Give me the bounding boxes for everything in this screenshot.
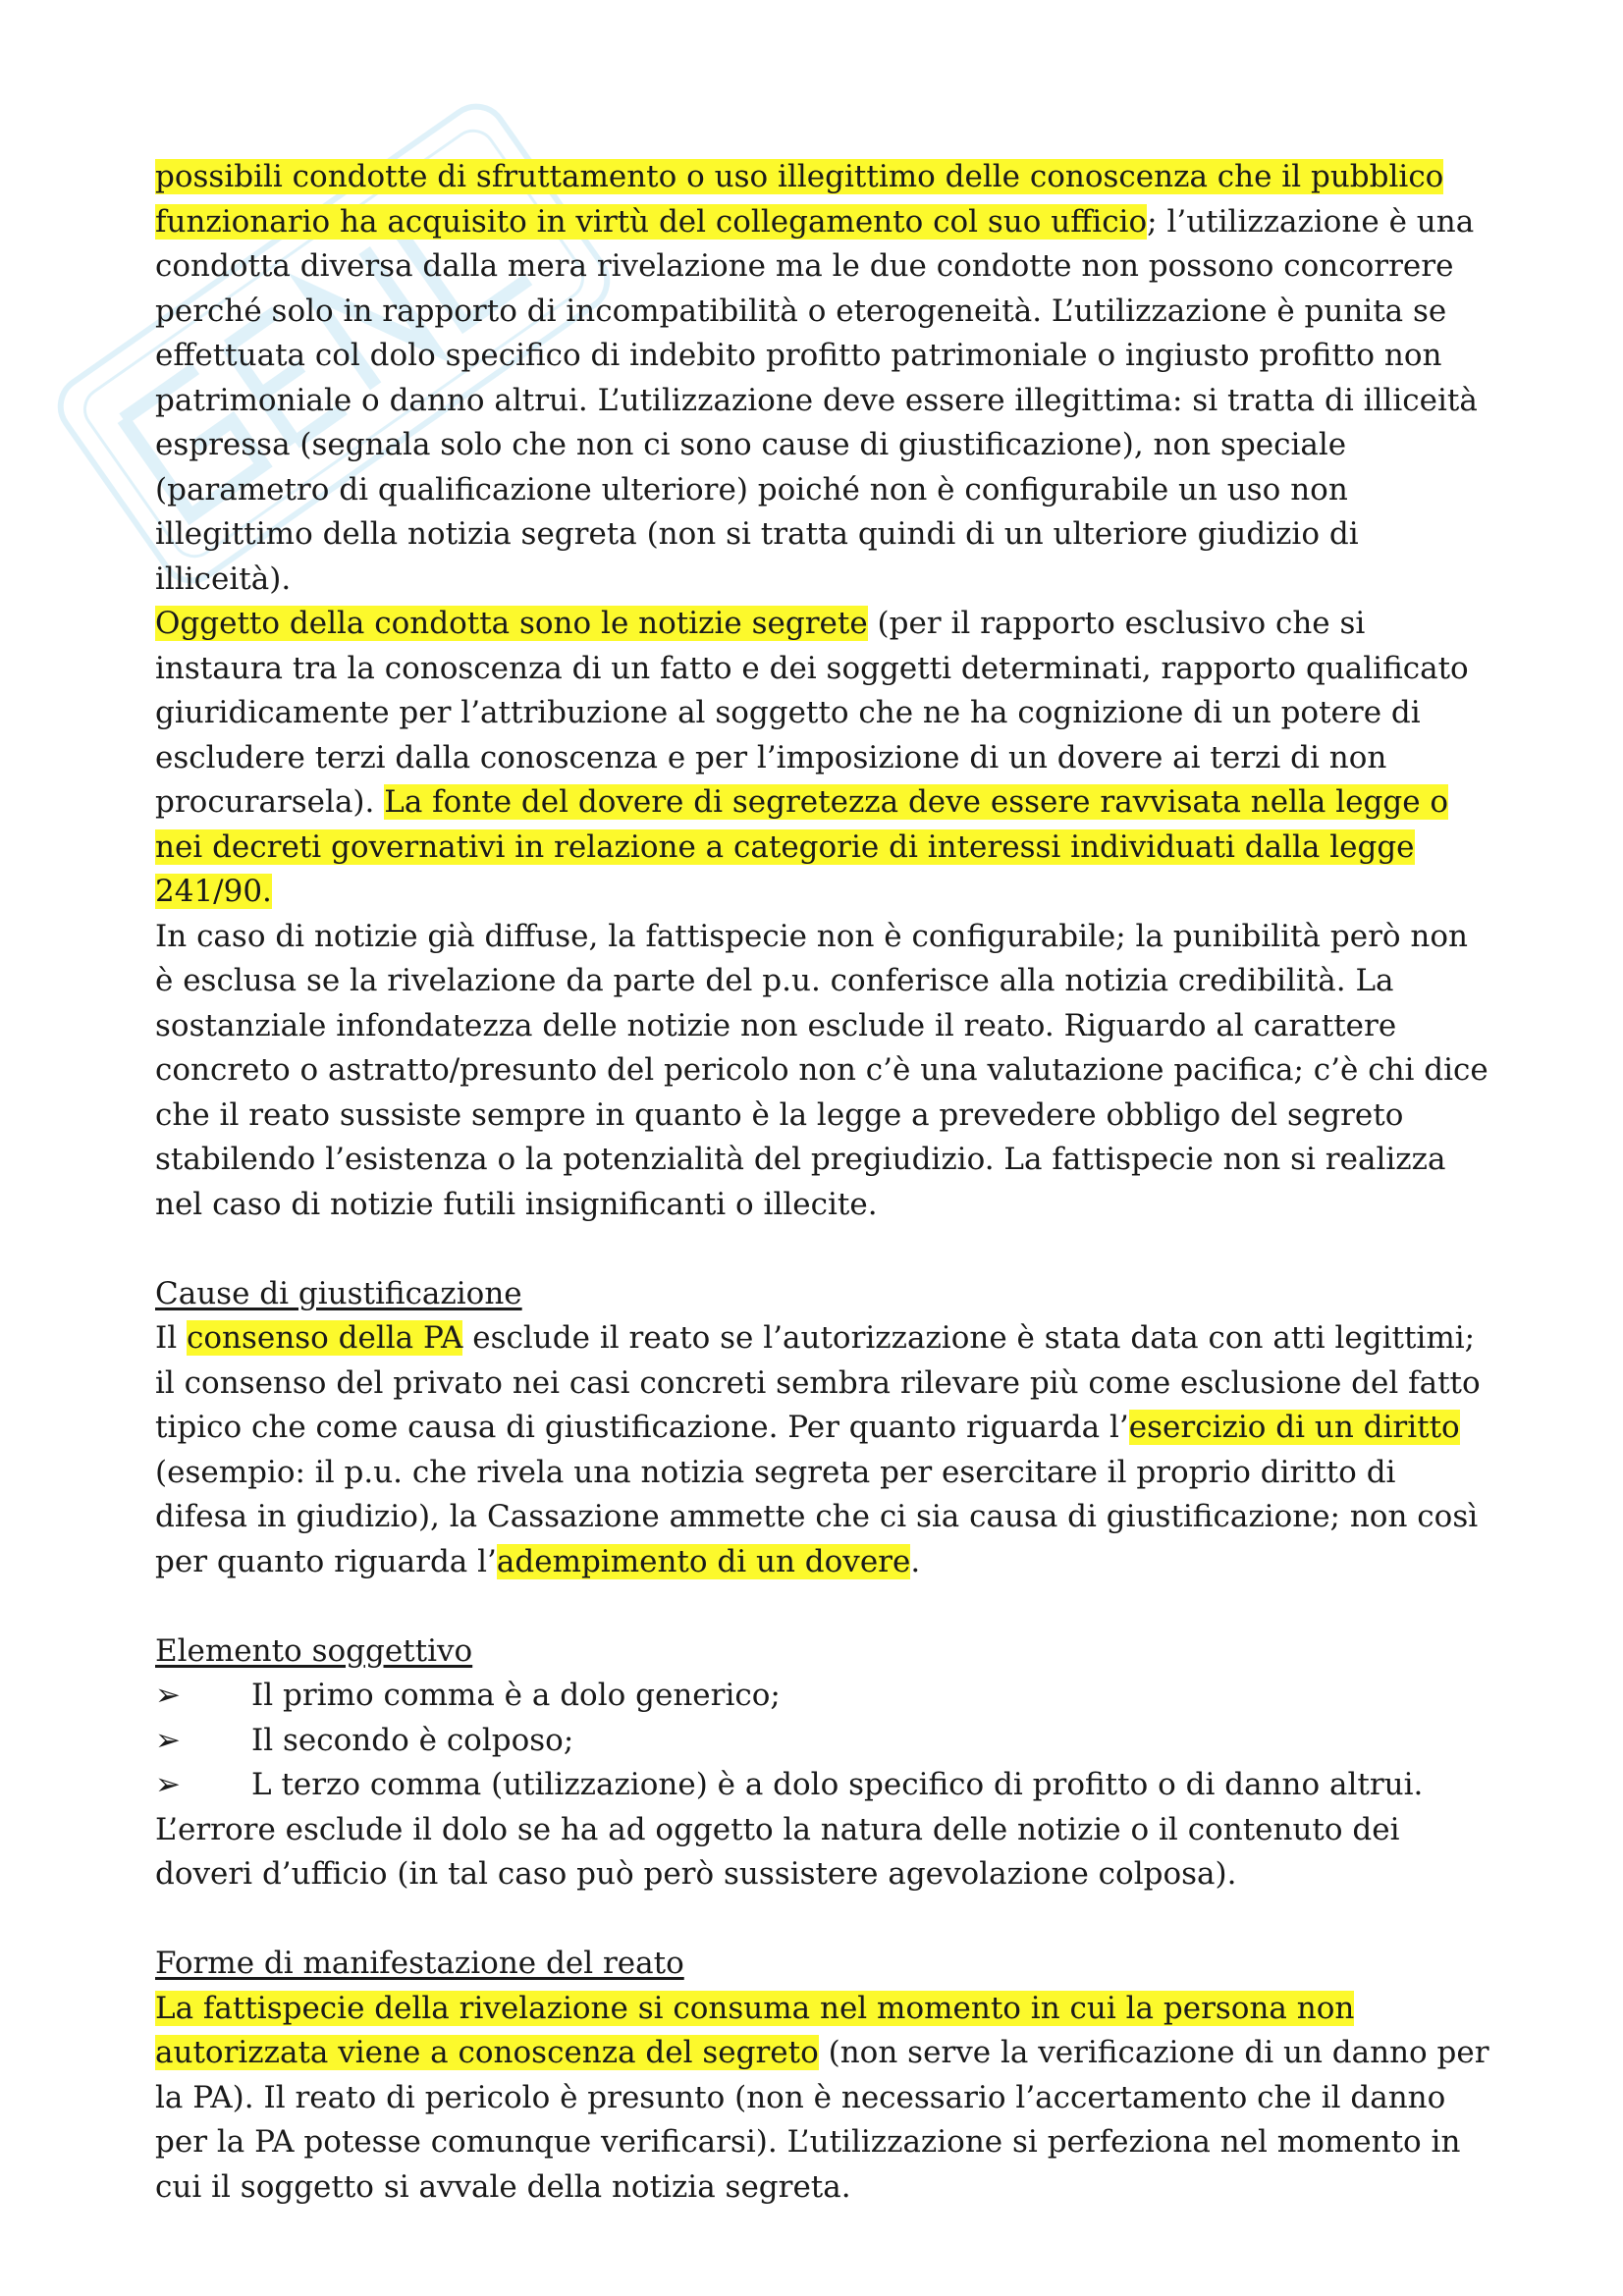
highlighted-text: La fattispecie della rivelazione si consuma nel momento in cui la persona non autorizzata viene a conoscenza del segreto: [155, 1990, 1355, 2070]
section-heading-forme: Forme di manifestazione del reato: [155, 1946, 684, 1981]
section-heading-cause: Cause di giustificazione: [155, 1275, 522, 1311]
list-item: ➢ L terzo comma (utilizzazione) è a dolo specifico di profitto o di danno altrui.: [155, 1763, 1490, 1808]
highlighted-text: adempimento di un dovere: [496, 1543, 911, 1579]
list-item: ➢ Il primo comma è a dolo generico;: [155, 1674, 1490, 1719]
paragraph-cause: Il consenso della PA esclude il reato se l’autorizzazione è stata data con atti legittimi; il consenso del privato nei casi concreti sembra rilevare più come esclusione del fatto tipico che come causa di giustificazione. Per quanto riguarda l’esercizio di un diritto (esempio: il p.u. che rivela una notizia segreta per esercitare il proprio diritto di difesa in giudizio), la Cassazione ammette che ci sia causa di giustificazione; non così per quanto riguarda l’adempimento di un dovere.: [155, 1320, 1481, 1579]
paragraph-utilizzazione: [155, 155, 1490, 602]
paragraph-forme: La fattispecie della rivelazione si consuma nel momento in cui la persona non autorizzata viene a conoscenza del segreto (non serve la verificazione di un danno per la PA). Il reato di pericolo è presunto (non è necessario l’accertamento che il danno per la PA potesse comunque verificarsi). L’utilizzazione si perfeziona nel momento in cui il soggetto si avvale della notizia segreta.: [155, 1990, 1489, 2205]
paragraph-text: ; l’utilizzazione è una condotta diversa dalla mera rivelazione ma le due condotte non possono concorrere perché solo in rapporto di incompatibilità o eterogeneità. L’utilizzazione è punita se effettuata col dolo specifico di indebito profitto patrimoniale o ingiusto profitto non patrimoniale o danno altrui. L’utilizzazione deve essere illegittima: si tratta di illiceità espressa (segnala solo che non ci sono cause di giustificazione), non speciale (parametro di qualificazione ulteriore) poiché non è configurabile un uso non illegittimo della notizia segreta (non si tratta quindi di un ulteriore giudizio di illiceità).: [155, 203, 1478, 597]
paragraph-notizie-diffuse: In caso di notizie già diffuse, la fattispecie non è configurabile; la punibilità però non è esclusa se la rivelazione da parte del p.u. conferisce alla notizia credibilità. La sostanziale infondatezza delle notizie non esclude il reato. Riguardo al carattere concreto o astratto/presunto del pericolo non c’è una valutazione pacifica; c’è chi dice che il reato sussiste sempre in quanto è la legge a prevedere obbligo del segreto stabilendo l’esistenza o la potenzialità del pregiudizio. La fattispecie non si realizza nel caso di notizie futili insignificanti o illecite.: [155, 918, 1488, 1222]
section-heading-elemento: Elemento soggettivo: [155, 1632, 473, 1669]
highlighted-text: La fonte del dovere di segretezza deve essere ravvisata nella legge o nei decreti governativi in relazione a categorie di interessi individuati dalla legge 241/90.: [155, 784, 1449, 909]
list-item: ➢ Il secondo è colposo;: [155, 1719, 1490, 1764]
arrow-bullet-icon: ➢: [155, 1722, 181, 1758]
paragraph-errore: L’errore esclude il dolo se ha ad oggetto la natura delle notizie o il contenuto dei doveri d’ufficio (in tal caso può però sussistere agevolazione colposa).: [155, 1811, 1400, 1892]
arrow-bullet-icon: ➢: [155, 1767, 181, 1802]
paragraph-text: (per il rapporto esclusivo che si instaura tra la conoscenza di un fatto e dei soggetti determinati, rapporto qualificato giuridicamente per l’attribuzione al soggetto che ne ha cognizione di un potere di escludere terzi dalla conoscenza e per l’imposizione di un dovere ai terzi di non procurarsela).: [155, 606, 1469, 820]
highlighted-text: Oggetto della condotta sono le notizie segrete: [155, 606, 868, 641]
arrow-bullet-icon: ➢: [155, 1678, 181, 1713]
document-page: [155, 155, 1490, 2210]
highlighted-text: possibili condotte di sfruttamento o uso illegittimo delle conoscenza che il pubblico funzionario ha acquisito in virtù del collegamento col suo ufficio: [155, 159, 1444, 240]
highlighted-text: esercizio di un diritto: [1128, 1410, 1460, 1445]
highlighted-text: consenso della PA: [187, 1320, 463, 1356]
paragraph-oggetto: [155, 602, 1490, 915]
